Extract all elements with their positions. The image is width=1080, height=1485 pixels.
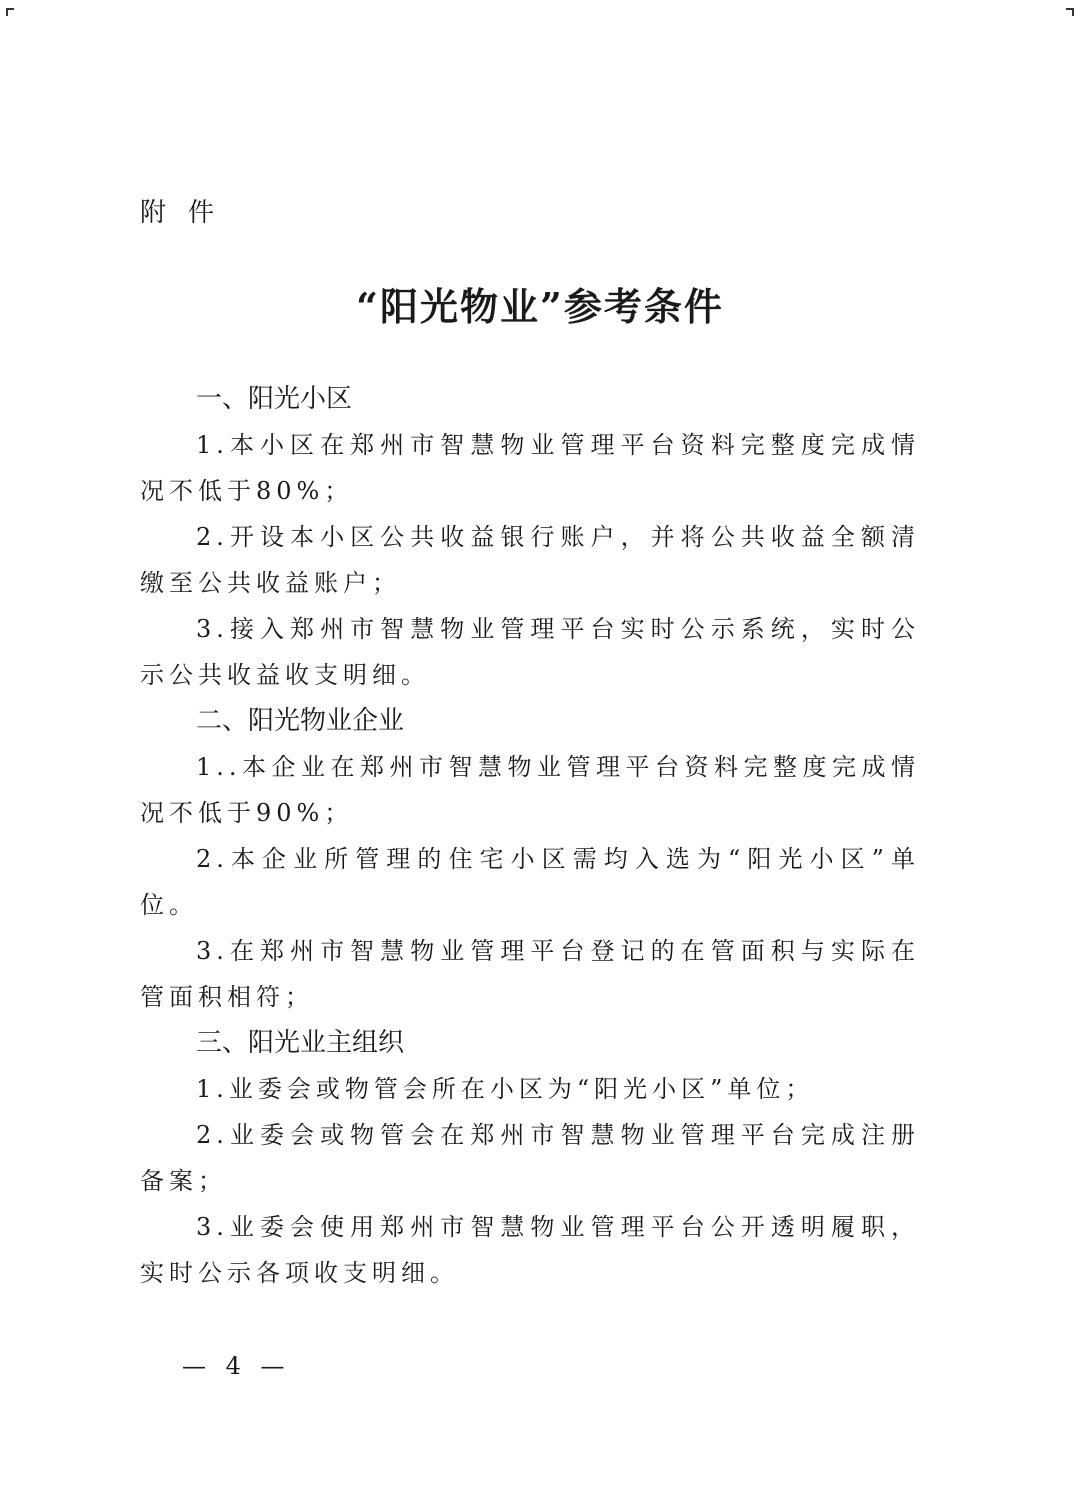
list-item: 3.在郑州市智慧物业管理平台登记的在管面积与实际在管面积相符； bbox=[140, 937, 920, 1011]
list-item: 2.本企业所管理的住宅小区需均入选为“阳光小区”单位。 bbox=[140, 845, 920, 919]
list-item: 2.开设本小区公共收益银行账户，并将公共收益全额清缴至公共收益账户； bbox=[140, 523, 920, 597]
attachment-label: 附件 bbox=[140, 198, 237, 228]
list-item: 1.业委会或物管会所在小区为“阳光小区”单位； bbox=[196, 1075, 815, 1103]
page-number: — 4 — bbox=[182, 1352, 291, 1380]
section-heading: 三、阳光业主组织 bbox=[196, 1028, 405, 1058]
section-heading: 一、阳光小区 bbox=[196, 384, 353, 414]
list-item: 3.业委会使用郑州市智慧物业管理平台公开透明履职，实时公示各项收支明细。 bbox=[140, 1213, 920, 1287]
section-heading: 二、阳光物业企业 bbox=[196, 706, 405, 736]
document-body bbox=[140, 376, 920, 1296]
list-item: 2.业委会或物管会在郑州市智慧物业管理平台完成注册备案； bbox=[140, 1121, 920, 1195]
document-title: “阳光物业”参考条件 bbox=[356, 284, 724, 329]
list-item: 3.接入郑州市智慧物业管理平台实时公示系统，实时公示公共收益收支明细。 bbox=[140, 615, 920, 689]
list-item: 1..本企业在郑州市智慧物业管理平台资料完整度完成情况不低于90%； bbox=[140, 753, 920, 827]
list-item: 1.本小区在郑州市智慧物业管理平台资料完整度完成情况不低于80%； bbox=[140, 431, 920, 505]
corner-crop-mark bbox=[1066, 8, 1074, 16]
corner-crop-mark bbox=[6, 8, 14, 16]
